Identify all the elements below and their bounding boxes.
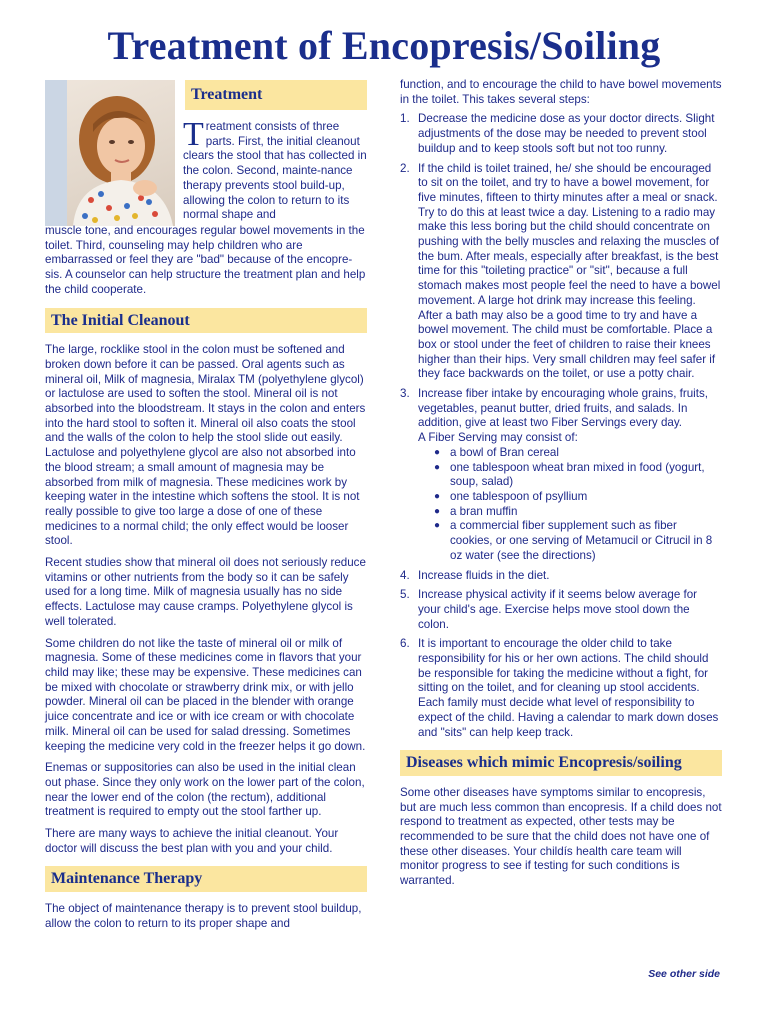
step-number: 4. [400, 568, 410, 582]
drop-cap: T [183, 116, 204, 153]
treatment-wrap-text: muscle tone, and encourages regular bowel movements in the toilet. Third, counseling may help children who are embarrassed or feel they are "bad" because of the encopre-sis. A counselor can help structure the treatment plan and help the child cooperate. [45, 224, 366, 296]
steps-list [400, 112, 722, 740]
fiber-item-text: a commercial fiber supplement such as fiber cookies, or one serving of Metamucil or Citrucil in 8 oz water (see the directions) [450, 519, 713, 562]
fiber-item-text: one tablespoon of psyllium [450, 489, 588, 503]
step-item [400, 112, 722, 156]
step-item [400, 569, 722, 584]
fiber-item [432, 461, 722, 490]
step-text: Increase physical activity if it seems below average for your child's age. Exercise helps move stool down the colon. [418, 588, 698, 631]
fiber-item-text: a bran muffin [450, 504, 518, 518]
step-item [400, 588, 722, 632]
fiber-item [432, 490, 722, 505]
diseases-text: Some other diseases have symptoms similar to encopresis, but are much less common than encopresis. If a child does not respond to treatment as expected, other tests may be recommended to be sure that the child does not have one of these other diseases. Your childís health care team will monitor progress to see if testing for such conditions is warranted. [400, 785, 722, 888]
step-number: 2. [400, 161, 410, 175]
step-item [400, 637, 722, 740]
step-number: 1. [400, 112, 410, 126]
fiber-item [432, 505, 722, 520]
step-text: Increase fluids in the diet. [418, 568, 550, 582]
maintenance-text: The object of maintenance therapy is to prevent stool buildup, allow the colon to return to its proper shape and [45, 902, 362, 930]
step-text: It is important to encourage the older child to take responsibility for his or her own actions. The child should be responsible for taking the medicine without a fight, for sitting on the toilet, and for cleaning up stool accidents. Each family must decide what level of responsibility to expect of the child. Having a calendar to mark down doses and "sits" can help keep track. [418, 637, 719, 739]
cleanout-paragraph: Recent studies show that mineral oil does not seriously reduce vitamins or other nutrients from the body so it can be safely used for a long time. Milk of magnesia usually has no side effects. Lactulose may cause cramps. Polyethylene glycol is well tolerated. [45, 556, 366, 628]
step-text: Decrease the medicine dose as your doctor directs. Slight adjustments of the dose may be needed to prevent stool buildup and to keep stools soft but not too runny. [418, 112, 715, 155]
cleanout-paragraph: The large, rocklike stool in the colon must be softened and broken down before it can be passed. Oral agents such as mineral oil, Milk of magnesia, Miralax TM (polyethylene glycol) or lactulose are used to soften the stool. Mineral oil is not absorbed into the bloodstream. It stays in the colon and enters into the hard stool to soften it. Mineral oil also coats the stool and the walls of the colon to help the stool slide out easily. Lactulose and polyethylene glycol are also not absorbed into the blood stream; a small amount of magnesia may be absorbed from milk of magnesia. These medicines work by keeping water in the intestine which softens the stool. It is not really possible to give too large a dose of one of these medicines to a normal child; the only effect would be looser stool. [45, 343, 366, 548]
bullet-icon: ● [434, 520, 441, 532]
fiber-item-text: a bowl of Bran cereal [450, 445, 559, 459]
bullet-icon: ● [434, 490, 441, 502]
treatment-heading: Treatment [185, 80, 367, 110]
cleanout-paragraph: Enemas or suppositories can also be used in the initial clean out phase. Since they only work on the lower part of the colon, near the lower end of the colon (the rectum), additional treatment is required to empty out the stool farther up. [45, 761, 365, 819]
child-illustration [45, 80, 175, 226]
fiber-item [432, 446, 722, 461]
step-text: Increase fiber intake by encouraging whole grains, fruits, vegetables, peanut butter, dried fruits, and salads. In addition, give at least two Fiber Servings every day. [418, 387, 709, 430]
fiber-item-text: one tablespoon wheat bran mixed in food (yogurt, soup, salad) [450, 460, 705, 489]
step-text: If the child is toilet trained, he/ she should be encouraged to sit on the toilet, and try to have a bowel movement, for five minutes, fifteen to thirty minutes after a meal or snack. Try to do this at least twice a day. Listening to a radio may make this less boring but the child should concentrate on pushing with the belly muscles and relaxing the muscles of the bum. After meals, especially after breakfast, is the best time for this "toileting practice" or "sit", because a full stomach makes most people feel the need to have a bowel movement. A large hot drink may increase this feeling. After a bath may also be a good time to try and have a bowel movement. The child must be comfortable. Place a box or stool under the feet of children to raise their knees higher than their hips. Very small children may feel safer if they face backwards on the toilet, or use a potty chair. [418, 161, 721, 381]
bullet-icon: ● [434, 461, 441, 473]
bullet-icon: ● [434, 505, 441, 517]
treatment-intro [183, 116, 367, 223]
fiber-intro: A Fiber Serving may consist of: [418, 431, 578, 445]
fiber-item [432, 519, 722, 563]
step-number: 3. [400, 387, 410, 401]
see-other-side: See other side [648, 968, 720, 980]
left-column [45, 224, 367, 939]
cleanout-paragraph: Some children do not like the taste of mineral oil or milk of magnesia. Some of these medicines come in flavors that your child may like; these may be expensive. These medicines can be mixed with chocolate or strawberry drink mix, or with jello powder. Mineral oil can be placed in the blender with orange juice concentrate and ice or with ice cream or with chocolate milk. Mineral oil can be used for salad dressing. Sometimes keeping the medicine very cold in the freezer helps it go down. [45, 636, 366, 753]
cleanout-paragraph: There are many ways to achieve the initial cleanout. Your doctor will discuss the best plan with you and your child. [45, 827, 339, 855]
right-column [400, 78, 722, 896]
page-title: Treatment of Encopresis/Soiling [107, 23, 661, 68]
diseases-heading: Diseases which mimic Encopresis/soiling [400, 750, 722, 776]
bullet-icon: ● [434, 446, 441, 458]
treatment-intro-text: reatment consists of three parts. First, the initial cleanout clears the stool that has collected in the colon. Second, mainte-nance therapy prevents stool build-up, allowing the colon to return to its normal shape and [183, 120, 367, 222]
continuation-text: function, and to encourage the child to have bowel movements in the toilet. This takes several steps: [400, 78, 722, 106]
step-item [400, 162, 722, 383]
fiber-list [418, 446, 722, 564]
initial-cleanout-heading: The Initial Cleanout [45, 308, 367, 334]
child-photo [45, 80, 175, 226]
maintenance-heading: Maintenance Therapy [45, 866, 367, 892]
step-number: 6. [400, 637, 410, 651]
step-item [400, 387, 722, 563]
step-number: 5. [400, 588, 410, 602]
